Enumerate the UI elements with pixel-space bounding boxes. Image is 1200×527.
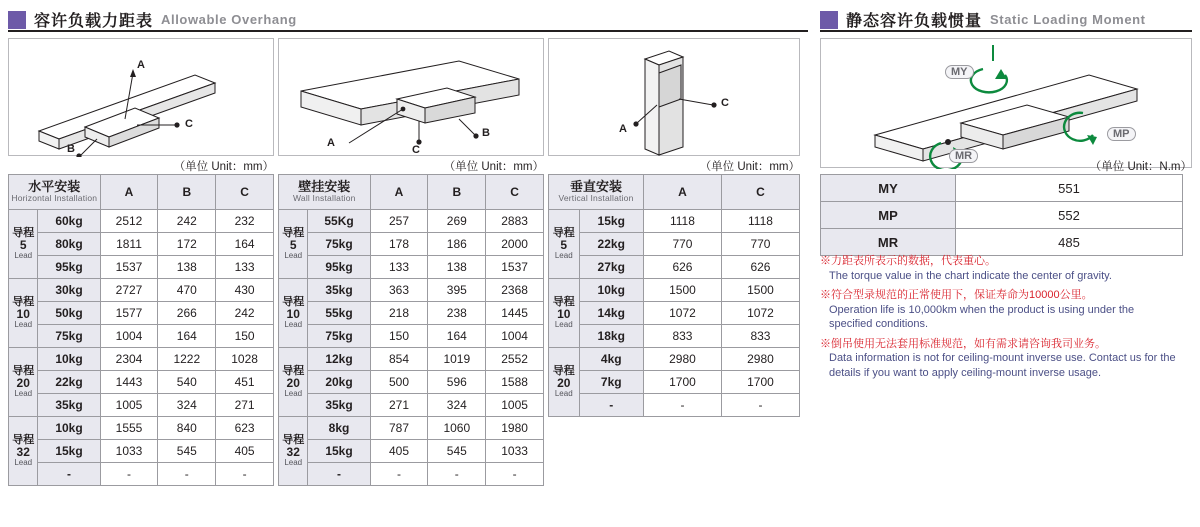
load-value: 4kg — [579, 348, 643, 371]
cell-b: 324 — [428, 394, 486, 417]
load-value: 55kg — [308, 302, 370, 325]
table-row — [279, 256, 544, 279]
cell-a: 626 — [643, 256, 721, 279]
lead-cn: 导程 — [282, 296, 305, 308]
lead-number: 20 — [286, 376, 300, 390]
lead-number: 20 — [16, 376, 30, 390]
section-title-en-right: Static Loading Moment — [990, 12, 1146, 27]
table-row — [9, 302, 274, 325]
unit-label-vertical: （单位 Unit：mm） — [699, 161, 800, 173]
table-row — [9, 256, 274, 279]
table-row — [279, 371, 544, 394]
table-row — [821, 202, 1183, 229]
table-row — [549, 371, 800, 394]
load-value: 35kg — [308, 279, 370, 302]
vertical-installation-table — [548, 174, 800, 417]
cell-c: 1445 — [486, 302, 544, 325]
cell-c: 271 — [216, 394, 274, 417]
table-row — [9, 279, 274, 302]
vertical-rail-illustration — [549, 39, 801, 157]
load-value: 50kg — [38, 302, 100, 325]
diagram-label-c: C — [721, 97, 729, 109]
cell-a: 257 — [370, 210, 428, 233]
section-rule-right — [820, 30, 1192, 32]
cell-c: 1033 — [486, 440, 544, 463]
table-row — [279, 394, 544, 417]
table-header-row — [279, 175, 544, 210]
lead-group-32 — [279, 417, 308, 486]
lead-group-20 — [9, 348, 38, 417]
note-item — [820, 288, 1180, 332]
table-header-installation — [279, 175, 371, 210]
cell-c: 1500 — [721, 279, 799, 302]
load-value: 27kg — [579, 256, 643, 279]
header-en: Vertical Installation — [558, 193, 634, 204]
cell-a: 1500 — [643, 279, 721, 302]
load-value: 14kg — [579, 302, 643, 325]
header-cn: 垂直安装 — [569, 179, 622, 195]
lead-number: 10 — [16, 307, 30, 321]
lead-en: Lead — [284, 388, 303, 398]
diagram-label-b: B — [67, 143, 75, 155]
cell-b: 545 — [428, 440, 486, 463]
unit-label-horizontal: （单位 Unit：mm） — [173, 161, 274, 173]
cell-a: 178 — [370, 233, 428, 256]
cell-a: 1072 — [643, 302, 721, 325]
load-value: 30kg — [38, 279, 100, 302]
table-row — [9, 233, 274, 256]
load-value: 10kg — [38, 417, 100, 440]
cell-c: 1005 — [486, 394, 544, 417]
cell-b: 164 — [158, 325, 216, 348]
cell-a: 218 — [370, 302, 428, 325]
table-row — [9, 463, 274, 486]
table-row — [9, 394, 274, 417]
cell-c: 1118 — [721, 210, 799, 233]
load-value: 75kg — [308, 233, 370, 256]
lead-group-5 — [549, 210, 580, 279]
lead-cn: 导程 — [12, 227, 35, 239]
cell-a: 1443 — [100, 371, 158, 394]
load-value: 22kg — [579, 233, 643, 256]
note-en: The torque value in the chart indicate the center of gravity. — [829, 269, 1112, 282]
table-row — [9, 371, 274, 394]
cell-a: 1004 — [100, 325, 158, 348]
table-header-row — [549, 175, 800, 210]
moment-key-mp: MP — [821, 202, 956, 229]
cell-b: 1222 — [158, 348, 216, 371]
table-header-row — [9, 175, 274, 210]
load-value: 60kg — [38, 210, 100, 233]
unit-label-moment: （单位 Unit：N.m） — [1089, 161, 1192, 173]
moment-key-mr: MR — [821, 229, 956, 256]
section-header-allowable-overhang — [8, 8, 297, 31]
lead-en: Lead — [14, 457, 33, 467]
note-cn: ※力距表所表示的数据，代表重心。 — [820, 255, 996, 267]
cell-b: 540 — [158, 371, 216, 394]
cell-c: 623 — [216, 417, 274, 440]
cell-b: 138 — [428, 256, 486, 279]
moment-key-my: MY — [821, 175, 956, 202]
diagram-label-b: B — [482, 127, 490, 139]
lead-en: Lead — [14, 388, 33, 398]
cell-c: 232 — [216, 210, 274, 233]
moment-label-mr: MR — [949, 149, 978, 163]
cell-c: 833 — [721, 325, 799, 348]
section-title-cn: 容许负载力距表 — [34, 13, 154, 30]
section-rule-left — [8, 30, 808, 32]
cell-c: 1700 — [721, 371, 799, 394]
cell-c: 133 — [216, 256, 274, 279]
table-row — [821, 175, 1183, 202]
load-value: 80kg — [38, 233, 100, 256]
moment-value-mp: 552 — [956, 202, 1183, 229]
lead-cn: 导程 — [12, 434, 35, 446]
table-row — [549, 233, 800, 256]
cell-c: - — [486, 463, 544, 486]
load-value: 75kg — [38, 325, 100, 348]
note-cn: ※倒吊使用无法套用标准规范，如有需求请咨询我司业务。 — [820, 337, 1106, 350]
lead-number: 5 — [289, 238, 297, 252]
cell-b: 324 — [158, 394, 216, 417]
cell-a: 271 — [370, 394, 428, 417]
static-loading-moment-table — [820, 174, 1183, 256]
cell-a: 150 — [370, 325, 428, 348]
table-row — [549, 302, 800, 325]
lead-number: 10 — [557, 307, 571, 321]
lead-cn: 导程 — [12, 296, 35, 308]
load-value: 55Kg — [308, 210, 370, 233]
cell-a: - — [100, 463, 158, 486]
lead-en: Lead — [284, 457, 303, 467]
load-value: 7kg — [579, 371, 643, 394]
cell-a: 1577 — [100, 302, 158, 325]
cell-a: 1811 — [100, 233, 158, 256]
cell-a: 833 — [643, 325, 721, 348]
lead-number: 5 — [19, 238, 27, 252]
lead-group-5 — [9, 210, 38, 279]
wall-installation-table — [278, 174, 544, 486]
cell-a: 133 — [370, 256, 428, 279]
cell-b: 238 — [428, 302, 486, 325]
table-row — [549, 256, 800, 279]
cell-c: 2368 — [486, 279, 544, 302]
column-header-b: B — [158, 175, 216, 210]
cell-b: 172 — [158, 233, 216, 256]
cell-c: 451 — [216, 371, 274, 394]
cell-a: 1537 — [100, 256, 158, 279]
unit-label-wall: （单位 Unit：mm） — [443, 161, 544, 173]
load-value: 75kg — [308, 325, 370, 348]
table-row — [549, 210, 800, 233]
table-header-installation — [9, 175, 101, 210]
diagram-label-a: A — [137, 59, 145, 71]
column-header-a: A — [643, 175, 721, 210]
table-row — [9, 440, 274, 463]
column-header-c: C — [216, 175, 274, 210]
horizontal-installation-diagram — [8, 38, 274, 156]
diagram-label-c: C — [412, 144, 420, 156]
table-row — [279, 348, 544, 371]
load-value: 10kg — [38, 348, 100, 371]
lead-en: Lead — [554, 388, 573, 398]
cell-c: - — [721, 394, 799, 417]
lead-cn: 导程 — [282, 434, 305, 446]
table-row — [279, 233, 544, 256]
column-header-b: B — [428, 175, 486, 210]
cell-c: 1588 — [486, 371, 544, 394]
cell-b: 395 — [428, 279, 486, 302]
note-en: Data information is not for ceiling-mount inverse use. Contact us for the details if you want to apply ceiling-mount inverse usage. — [829, 352, 1176, 379]
table-header-installation — [549, 175, 644, 210]
section-header-static-loading-moment — [820, 8, 1146, 31]
table-row — [279, 210, 544, 233]
table-row — [549, 279, 800, 302]
cell-a: 500 — [370, 371, 428, 394]
cell-b: 138 — [158, 256, 216, 279]
diagram-label-a: A — [619, 123, 627, 135]
lead-en: Lead — [14, 319, 33, 329]
horizontal-installation-table — [8, 174, 274, 486]
note-item — [820, 337, 1180, 381]
horizontal-rail-illustration — [9, 39, 275, 157]
static-moment-diagram — [820, 38, 1192, 168]
load-value: 35kg — [308, 394, 370, 417]
lead-number: 32 — [16, 445, 30, 459]
moment-value-mr: 485 — [956, 229, 1183, 256]
lead-en: Lead — [14, 250, 33, 260]
load-value: 15kg — [308, 440, 370, 463]
cell-c: 770 — [721, 233, 799, 256]
column-header-c: C — [721, 175, 799, 210]
table-row — [549, 394, 800, 417]
load-value: 95kg — [38, 256, 100, 279]
cell-c: 2552 — [486, 348, 544, 371]
cell-a: 770 — [643, 233, 721, 256]
cell-b: 1019 — [428, 348, 486, 371]
lead-cn: 导程 — [12, 365, 35, 377]
header-en: Horizontal Installation — [11, 193, 98, 204]
column-header-c: C — [486, 175, 544, 210]
lead-group-10 — [549, 279, 580, 348]
cell-a: 787 — [370, 417, 428, 440]
lead-cn: 导程 — [552, 365, 575, 377]
table-row — [9, 210, 274, 233]
cell-a: 2512 — [100, 210, 158, 233]
lead-number: 10 — [286, 307, 300, 321]
cell-a: 2304 — [100, 348, 158, 371]
section-accent-bar-right — [820, 11, 838, 29]
cell-c: 242 — [216, 302, 274, 325]
table-row — [279, 279, 544, 302]
cell-a: 1118 — [643, 210, 721, 233]
load-value: 12kg — [308, 348, 370, 371]
cell-c: - — [216, 463, 274, 486]
lead-group-20 — [279, 348, 308, 417]
section-accent-bar — [8, 11, 26, 29]
cell-a: 1033 — [100, 440, 158, 463]
cell-b: 596 — [428, 371, 486, 394]
table-row — [279, 325, 544, 348]
lead-group-32 — [9, 417, 38, 486]
lead-cn: 导程 — [552, 296, 575, 308]
table-row — [9, 348, 274, 371]
cell-b: 266 — [158, 302, 216, 325]
load-value: 22kg — [38, 371, 100, 394]
moment-label-mp: MP — [1107, 127, 1136, 141]
cell-c: 1028 — [216, 348, 274, 371]
cell-c: 1537 — [486, 256, 544, 279]
lead-cn: 导程 — [282, 227, 305, 239]
diagram-label-c: C — [185, 118, 193, 130]
lead-en: Lead — [284, 319, 303, 329]
cell-b: 269 — [428, 210, 486, 233]
cell-a: 1005 — [100, 394, 158, 417]
vertical-installation-diagram — [548, 38, 800, 156]
cell-a: 2980 — [643, 348, 721, 371]
column-header-a: A — [370, 175, 428, 210]
lead-en: Lead — [554, 250, 573, 260]
header-cn: 壁挂安装 — [298, 179, 351, 195]
section-title-en: Allowable Overhang — [161, 12, 297, 27]
load-value: 95kg — [308, 256, 370, 279]
lead-group-20 — [549, 348, 580, 417]
lead-en: Lead — [284, 250, 303, 260]
cell-b: 1060 — [428, 417, 486, 440]
table-row — [279, 302, 544, 325]
cell-c: 164 — [216, 233, 274, 256]
load-value: - — [579, 394, 643, 417]
moment-value-my: 551 — [956, 175, 1183, 202]
notes-block — [820, 254, 1180, 385]
header-cn: 水平安装 — [28, 179, 81, 195]
cell-a: - — [643, 394, 721, 417]
note-en: Operation life is 10,000km when the product is using under the specified conditions. — [829, 303, 1135, 331]
cell-c: 150 — [216, 325, 274, 348]
load-value: 18kg — [579, 325, 643, 348]
cell-c: 2980 — [721, 348, 799, 371]
wall-installation-diagram — [278, 38, 544, 156]
table-row — [549, 348, 800, 371]
cell-a: - — [370, 463, 428, 486]
cell-b: - — [428, 463, 486, 486]
load-value: 20kg — [308, 371, 370, 394]
table-row — [549, 325, 800, 348]
load-value: 15kg — [579, 210, 643, 233]
lead-group-5 — [279, 210, 308, 279]
cell-a: 1700 — [643, 371, 721, 394]
table-row — [9, 417, 274, 440]
load-value: - — [308, 463, 370, 486]
load-value: 15kg — [38, 440, 100, 463]
lead-cn: 导程 — [552, 227, 575, 239]
section-title-cn-right: 静态容许负载惯量 — [846, 13, 983, 30]
note-item — [820, 254, 1180, 283]
diagram-label-a: A — [327, 137, 335, 149]
table-row — [279, 440, 544, 463]
load-value: 35kg — [38, 394, 100, 417]
cell-b: 840 — [158, 417, 216, 440]
cell-a: 405 — [370, 440, 428, 463]
lead-number: 5 — [560, 238, 568, 252]
cell-b: - — [158, 463, 216, 486]
cell-c: 1072 — [721, 302, 799, 325]
cell-c: 1004 — [486, 325, 544, 348]
load-value: - — [38, 463, 100, 486]
lead-number: 20 — [557, 376, 571, 390]
static-moment-illustration — [821, 39, 1193, 169]
load-value: 8kg — [308, 417, 370, 440]
note-cn: ※符合型录规范的正常使用下，保证寿命为10000公里。 — [820, 289, 1093, 302]
header-en: Wall Installation — [292, 193, 356, 204]
cell-c: 430 — [216, 279, 274, 302]
lead-group-10 — [279, 279, 308, 348]
cell-a: 1555 — [100, 417, 158, 440]
lead-group-10 — [9, 279, 38, 348]
wall-rail-illustration — [279, 39, 545, 157]
cell-c: 2883 — [486, 210, 544, 233]
cell-b: 470 — [158, 279, 216, 302]
lead-number: 32 — [286, 445, 300, 459]
lead-cn: 导程 — [282, 365, 305, 377]
cell-c: 2000 — [486, 233, 544, 256]
table-row — [279, 417, 544, 440]
cell-b: 242 — [158, 210, 216, 233]
cell-a: 363 — [370, 279, 428, 302]
column-header-a: A — [100, 175, 158, 210]
cell-c: 1980 — [486, 417, 544, 440]
cell-c: 626 — [721, 256, 799, 279]
table-row — [279, 463, 544, 486]
cell-b: 186 — [428, 233, 486, 256]
table-row — [9, 325, 274, 348]
load-value: 10kg — [579, 279, 643, 302]
cell-b: 545 — [158, 440, 216, 463]
cell-b: 164 — [428, 325, 486, 348]
table-row — [821, 229, 1183, 256]
cell-a: 2727 — [100, 279, 158, 302]
cell-a: 854 — [370, 348, 428, 371]
lead-en: Lead — [554, 319, 573, 329]
moment-label-my: MY — [945, 65, 974, 79]
cell-c: 405 — [216, 440, 274, 463]
